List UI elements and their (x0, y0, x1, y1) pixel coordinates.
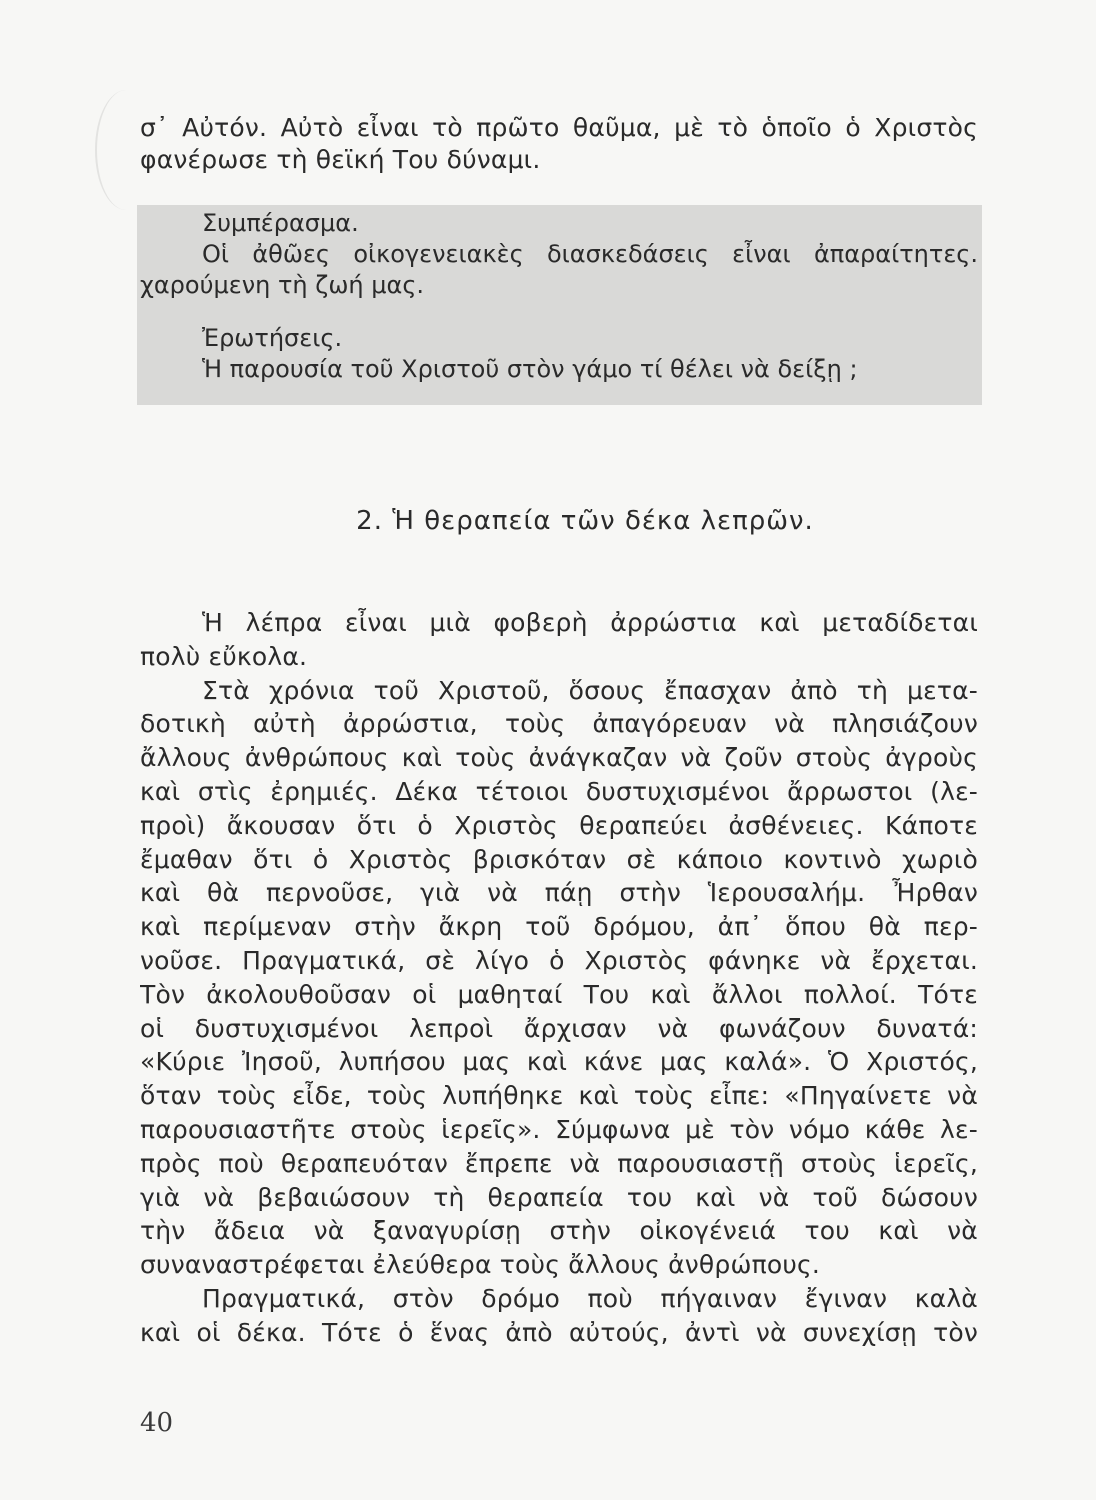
body-text (140, 606, 978, 1350)
opening-paragraph (140, 112, 978, 175)
text-line: οἱ δυστυχισμένοι λεπροὶ ἄρχισαν νὰ φωνάζουν δυνατά: (140, 1013, 978, 1043)
text-line: καὶ στὶς ἐρημιές. Δέκα τέτοιοι δυστυχισμένοι ἄρρωστοι (λε- (140, 776, 978, 806)
text-line: νοῦσε. Πραγματικά, σὲ λίγο ὁ Χριστὸς φάνηκε νὰ ἔρχεται. (140, 945, 978, 975)
section-heading (0, 506, 1096, 536)
text-line: καὶ οἱ δέκα. Τότε ὁ ἕνας ἀπὸ αὐτούς, ἀντὶ νὰ συνεχίσῃ τὸν (140, 1317, 978, 1347)
text-line: Τὸν ἀκολουθοῦσαν οἱ μαθηταί Του καὶ ἄλλοι πολλοί. Τότε (140, 979, 978, 1009)
text-line: παρουσιαστῆτε στοὺς ἱερεῖς». Σύμφωνα μὲ τὸν νόμο κάθε λε- (140, 1114, 978, 1144)
text-line: δοτικὴ αὐτὴ ἀρρώστια, τοὺς ἀπαγόρευαν νὰ πλησιάζουν (140, 709, 978, 739)
text-line: πολὺ εὔκολα. (140, 641, 308, 671)
text-line: ὅταν τοὺς εἶδε, τοὺς λυπήθηκε καὶ τοὺς εἶπε: «Πηγαίνετε νὰ (140, 1081, 978, 1111)
text-line: Πραγματικά, στὸν δρόμο ποὺ πήγαιναν ἔγιναν καλὰ (202, 1283, 978, 1313)
summary-section (140, 208, 978, 385)
conclusion-title: Συμπέρασμα. (202, 209, 359, 237)
text-line: ἔμαθαν ὅτι ὁ Χριστὸς βρισκόταν σὲ κάποιο κοντινὸ χωριὸ (140, 844, 978, 874)
conclusion-line: χαρούμενη τὴ ζωή μας. (140, 271, 425, 299)
text-line: Ἡ λέπρα εἶναι μιὰ φοβερὴ ἀρρώστια καὶ μεταδίδεται (202, 608, 978, 637)
text-line: φανέρωσε τὴ θεϊκή Του δύναμι. (140, 144, 541, 174)
section-heading-text: 2. Ἡ θεραπεία τῶν δέκα λεπρῶν. (356, 506, 814, 536)
text-line: συναναστρέφεται ἐλεύθερα τοὺς ἄλλους ἀνθρώπους. (140, 1250, 821, 1280)
text-line: πρὸς ποὺ θεραπευόταν ἔπρεπε νὰ παρουσιαστῇ στοὺς ἱερεῖς, (140, 1148, 978, 1178)
text-line: Στὰ χρόνια τοῦ Χριστοῦ, ὅσους ἔπασχαν ἀπὸ τὴ μετα- (202, 675, 978, 705)
text-line: ἄλλους ἀνθρώπους καὶ τοὺς ἀνάγκαζαν νὰ ζοῦν στοὺς ἀγροὺς (140, 743, 978, 773)
text-line: τὴν ἄδεια νὰ ξαναγυρίσῃ στὴν οἰκογένειά του καὶ νὰ (140, 1216, 978, 1246)
text-line: καὶ περίμεναν στὴν ἄκρη τοῦ δρόμου, ἀπ᾽ ὅπου θὰ περ- (140, 912, 978, 942)
questions-title: Ἐρωτήσεις. (202, 324, 343, 352)
question-line: Ἡ παρουσία τοῦ Χριστοῦ στὸν γάμο τί θέλει νὰ δείξῃ ; (202, 355, 858, 383)
text-line: «Κύριε Ἰησοῦ, λυπήσου μας καὶ κάνε μας καλά». Ὁ Χριστός, (140, 1047, 978, 1077)
text-line: σ᾽ Αὐτόν. Αὐτὸ εἶναι τὸ πρῶτο θαῦμα, μὲ τὸ ὁποῖο ὁ Χριστὸς (140, 113, 978, 142)
page-number: 40 (140, 1408, 174, 1438)
text-line: προὶ) ἄκουσαν ὅτι ὁ Χριστὸς θεραπεύει ἀσθένειες. Κάποτε (140, 810, 978, 840)
conclusion-line: Οἱ ἀθῶες οἰκογενειακὲς διασκεδάσεις εἶναι ἀπαραίτητες. (202, 240, 978, 268)
text-line: καὶ θὰ περνοῦσε, γιὰ νὰ πάῃ στὴν Ἱερουσαλήμ. Ἦρθαν (140, 878, 978, 908)
text-line: γιὰ νὰ βεβαιώσουν τὴ θεραπεία του καὶ νὰ τοῦ δώσουν (140, 1182, 978, 1212)
